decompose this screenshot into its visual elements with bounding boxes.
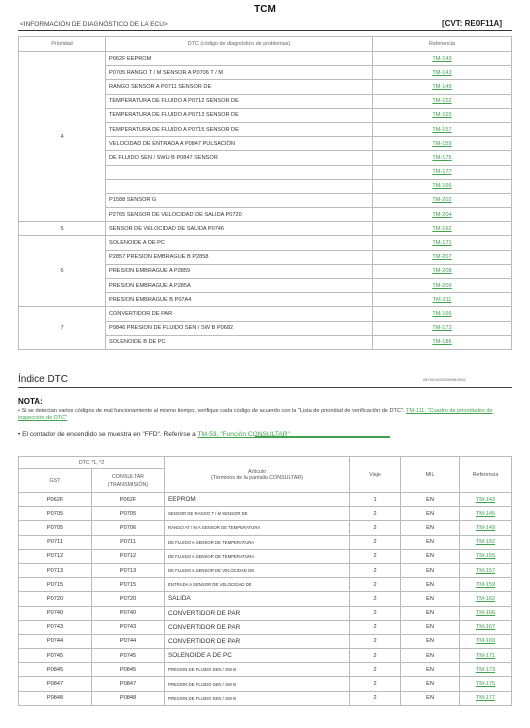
consult-cell: P0745 [92,649,165,663]
gst-cell: P0720 [19,592,92,606]
reference-link[interactable]: TM-167 [475,624,496,631]
priority-row [19,307,512,321]
reference-link[interactable]: TM-208 [432,268,452,275]
item-cell: PRESION DE FLUIDO SEN / SW B [165,663,350,677]
dtc-cell: PRESION EMBRAGUE A P2859 [106,264,373,278]
trip-cell: 2 [350,578,401,592]
gst-cell: P0705 [19,507,92,521]
trip-cell: 2 [350,563,401,577]
gst-cell: P0845 [19,663,92,677]
priority-cell: 7 [19,307,106,350]
reference-cell [373,250,512,264]
reference-link[interactable]: TM-169 [475,638,496,645]
dtc-cell: TEMPERATURA DE FLUIDO A P0715 SENSOR DE [106,122,373,136]
reference-cell [460,691,512,705]
item-header-label: Artículo [248,468,266,475]
note-bullet-1-text: • Si se detectan varios códigos de mal funcionamiento al mismo tiempo, verifique cada código de acuerdo con la "Lista de prioridad de verificación de DTC". [18,408,405,414]
dtc-row [19,606,512,620]
dtc-cell: DE FLUIDO SEN / SWU B P0847 SENSOR [106,151,373,165]
reference-cell [373,193,512,207]
mil-cell: EN [401,592,460,606]
note-title: NOTA: [18,397,43,406]
trip-header: Viaje [350,457,401,493]
item-cell: CONVERTIDOR DE PAR [165,634,350,648]
dtc-row [19,677,512,691]
gst-cell: P0848 [19,691,92,705]
reference-link[interactable]: TM-173 [475,666,496,673]
reference-cell [373,179,512,193]
trip-cell: 2 [350,649,401,663]
reference-link[interactable]: TM-171 [432,240,452,247]
index-divider [18,387,512,388]
mil-cell: EN [401,549,460,563]
dtc-row [19,563,512,577]
mil-cell: EN [401,663,460,677]
dtc-row [19,578,512,592]
dtc-cell: P1588 SENSOR G [106,193,373,207]
dtc-cell: SOLENOIDE B DE PC [106,335,373,349]
reference-link[interactable]: TM-175 [432,154,452,161]
reference-header-2: Referencia [460,457,512,493]
dtc-cell: TEMPERATURA DE FLUIDO A P0713 SENSOR DE [106,108,373,122]
dtc-row [19,521,512,535]
dtc-group-header: DTC *1, *2 [19,457,165,469]
mil-cell: EN [401,521,460,535]
dtc-cell: SOLENOIDE A DE PC [106,236,373,250]
priority-table [18,36,512,350]
dtc-cell: P062F EEPROM [106,52,373,66]
note-bullet-1 [18,408,512,422]
trip-cell: 2 [350,620,401,634]
reference-cell [460,549,512,563]
reference-link[interactable]: TM-166 [432,310,452,317]
gst-cell: P0705 [19,521,92,535]
mil-header: MIL [401,457,460,493]
priority-cell: 6 [19,236,106,307]
reference-cell [460,535,512,549]
dtc-header: DTC (código de diagnóstico de problemas) [106,37,373,52]
reference-cell [373,321,512,335]
gst-cell: P0847 [19,677,92,691]
reference-cell [373,122,512,136]
dtc-cell: P2857 PRESION EMBRAGUE B P2858 [106,250,373,264]
consult-function-link[interactable]: TM-53, "Función CONSULTAR" [197,431,290,438]
dtc-row [19,493,512,507]
dtc-cell: RANGO SENSOR A P0711 SENSOR DE [106,80,373,94]
priority-table-body [19,52,512,350]
reference-link[interactable]: TM-155 [432,112,452,119]
dtc-row [19,507,512,521]
reference-cell [460,578,512,592]
trip-cell: 2 [350,634,401,648]
mil-cell: EN [401,677,460,691]
trip-cell: 2 [350,592,401,606]
consult-header: CONSULTAR (TRANSMISIÓN) [92,469,165,493]
reference-link[interactable]: TM-177 [475,695,496,702]
info-id: INFOID:0000000009819632 [423,378,466,382]
consult-cell: P0743 [92,620,165,634]
reference-cell [373,137,512,151]
dtc-row [19,691,512,705]
reference-link[interactable]: TM-149 [432,83,452,90]
consult-cell: P0705 [92,507,165,521]
gst-header: GST [19,469,92,493]
reference-cell [373,307,512,321]
gst-cell: P0713 [19,563,92,577]
item-cell: RANGO AT / M A SENSOR DE TEMPERATURA [165,521,350,535]
reference-cell [373,165,512,179]
dtc-cell: PRESION EMBRAGUE B P07A4 [106,293,373,307]
dtc-row [19,535,512,549]
item-header-sub: (Términos de la pantalla CONSULTAR) [211,474,303,481]
reference-cell [460,507,512,521]
item-cell: DE FLUIDO A SENSOR DE VELOCIDAD DE [165,563,350,577]
reference-link[interactable]: TM-171 [475,652,496,659]
section-subtitle: <INFORMACIÓN DE DIAGNÓSTICO DE LA ECU> [20,21,168,28]
note-bullet-2 [18,431,290,438]
consult-cell: P0740 [92,606,165,620]
priority-row [19,52,512,66]
dtc-row [19,549,512,563]
consult-cell: P0712 [92,549,165,563]
gst-cell: P0744 [19,634,92,648]
dtc-cell: P0846 PRESION DE FLUIDO SEN / SW B P0682 [106,321,373,335]
reference-link[interactable]: TM-202 [432,197,452,204]
trip-cell: 2 [350,691,401,705]
reference-cell [373,151,512,165]
mil-cell: EN [401,563,460,577]
mil-cell: EN [401,691,460,705]
reference-link[interactable]: TM-177 [432,169,452,176]
gst-cell: P0745 [19,649,92,663]
trip-cell: 2 [350,677,401,691]
item-cell: DE FLUIDO A SENSOR DE TEMPERATURA [165,549,350,563]
reference-cell [460,634,512,648]
gst-cell: P0740 [19,606,92,620]
reference-link[interactable]: TM-159 [475,581,496,588]
trip-cell: 2 [350,521,401,535]
reference-link[interactable]: TM-143 [475,496,496,503]
reference-cell [460,493,512,507]
reference-cell [460,663,512,677]
reference-link[interactable]: TM-166 [475,610,496,617]
reference-cell [373,80,512,94]
gst-cell: P0743 [19,620,92,634]
consult-cell: P0720 [92,592,165,606]
item-cell: EEPROM [165,493,350,507]
dtc-index-table [18,456,512,706]
dtc-cell: VELOCIDAD DE ENTRADA A P0847 PULSACIÓN [106,137,373,151]
reference-link[interactable]: TM-162 [475,595,496,602]
dtc-row [19,634,512,648]
dtc-row [19,592,512,606]
reference-cell [373,52,512,66]
mil-cell: EN [401,606,460,620]
item-cell: PRESION DE FLUIDO SEN / SW B [165,691,350,705]
reference-link[interactable]: TM-175 [475,681,496,688]
reference-link[interactable]: TM-143 [432,69,452,76]
consult-cell: P0713 [92,563,165,577]
item-cell: CONVERTIDOR DE PAR [165,620,350,634]
mil-cell: EN [401,507,460,521]
consult-cell: P062F [92,493,165,507]
reference-link[interactable]: TM-173 [432,325,452,332]
reference-link[interactable]: TM-145 [475,510,496,517]
reference-cell [373,236,512,250]
reference-link[interactable]: TM-157 [475,567,496,574]
mil-cell: EN [401,535,460,549]
trip-cell: 1 [350,493,401,507]
reference-link[interactable]: TM-149 [475,524,496,531]
reference-cell [373,94,512,108]
item-cell: DE FLUIDO A SENSOR DE TEMPERATURA [165,535,350,549]
reference-cell [373,293,512,307]
reference-link[interactable]: TM-159 [432,140,452,147]
consult-cell: P0847 [92,677,165,691]
mil-cell: EN [401,620,460,634]
dtc-cell: PRESION EMBRAGUE A P285A [106,279,373,293]
reference-link[interactable]: TM-162 [432,225,452,232]
item-cell: SOLENOIDE A DE PC [165,649,350,663]
dtc-cell: P0705 RANGO T / M SENSOR A P0706 T / M [106,66,373,80]
reference-link[interactable]: TM-152 [432,98,452,105]
reference-cell [373,222,512,236]
dtc-cell: P2765 SENSOR DE VELOCIDAD DE SALIDA P0720 [106,208,373,222]
item-cell: SENSOR DE RANGO T / M SENSOR DE [165,507,350,521]
item-cell: SALIDA [165,592,350,606]
reference-link[interactable]: TM-186 [432,339,452,346]
consult-cell: P0715 [92,578,165,592]
reference-link[interactable]: TM-204 [432,211,452,218]
reference-link[interactable]: TM-211 [432,296,452,303]
reference-cell [373,66,512,80]
page-title: TCM [254,4,276,15]
dtc-cell: SENSOR DE VELOCIDAD DE SALIDA P0746 [106,222,373,236]
dtc-index-body [19,493,512,706]
consult-cell: P0744 [92,634,165,648]
item-cell: ENTRADA A SENSOR DE VELOCIDAD DE [165,578,350,592]
dtc-cell [106,179,373,193]
reference-cell [460,563,512,577]
trip-cell: 2 [350,507,401,521]
dtc-row [19,649,512,663]
priority-cell: 4 [19,52,106,222]
trip-cell: 2 [350,663,401,677]
reference-link[interactable]: TM-207 [432,254,452,261]
reference-cell [373,335,512,349]
reference-header: Referencia [373,37,512,52]
consult-cell: P0711 [92,535,165,549]
reference-link[interactable]: TM-143 [432,55,452,62]
priority-header: Prioridad [19,37,106,52]
mil-cell: EN [401,578,460,592]
gst-cell: P0711 [19,535,92,549]
consult-cell: P0706 [92,521,165,535]
dtc-row [19,663,512,677]
trip-cell: 2 [350,535,401,549]
priority-cell: 5 [19,222,106,236]
dtc-cell: TEMPERATURA DE FLUIDO A P0712 SENSOR DE [106,94,373,108]
reference-cell [460,521,512,535]
dtc-cell: CONVERTIDOR DE PAR [106,307,373,321]
header-divider [18,30,512,31]
dtc-index-title: Índice DTC [18,374,69,385]
item-cell: PRESION DE FLUIDO SEN / SW B [165,677,350,691]
trip-cell: 2 [350,606,401,620]
highlight-bar [255,436,390,438]
reference-cell [373,264,512,278]
reference-link[interactable]: TM-166 [432,183,452,190]
note-bullet-2-text: • El contador de encendido se muestra en "FFD". Referirse a [18,431,196,438]
reference-cell [460,677,512,691]
priority-row [19,222,512,236]
reference-cell [460,592,512,606]
gst-cell: P062F [19,493,92,507]
mil-cell: EN [401,649,460,663]
gst-cell: P0715 [19,578,92,592]
reference-cell [460,649,512,663]
dtc-cell [106,165,373,179]
mil-cell: EN [401,634,460,648]
cvt-label: [CVT: RE0F11A] [441,19,502,28]
reference-cell [373,208,512,222]
item-cell: CONVERTIDOR DE PAR [165,606,350,620]
priority-row [19,236,512,250]
reference-link[interactable]: TM-155 [475,553,496,560]
reference-link[interactable]: TM-157 [432,126,452,133]
trip-cell: 2 [350,549,401,563]
gst-cell: P0712 [19,549,92,563]
reference-cell [373,108,512,122]
reference-link[interactable]: TM-209 [432,282,452,289]
reference-cell [460,620,512,634]
dtc-row [19,620,512,634]
mil-cell: EN [401,493,460,507]
item-header [165,457,350,493]
reference-cell [460,606,512,620]
consult-cell: P0845 [92,663,165,677]
reference-cell [373,279,512,293]
reference-link[interactable]: TM-152 [475,539,496,546]
consult-cell: P0848 [92,691,165,705]
priority-list-link[interactable]: TM-111, "Cuadro de prioridades de inspección de DTC" [18,408,493,421]
